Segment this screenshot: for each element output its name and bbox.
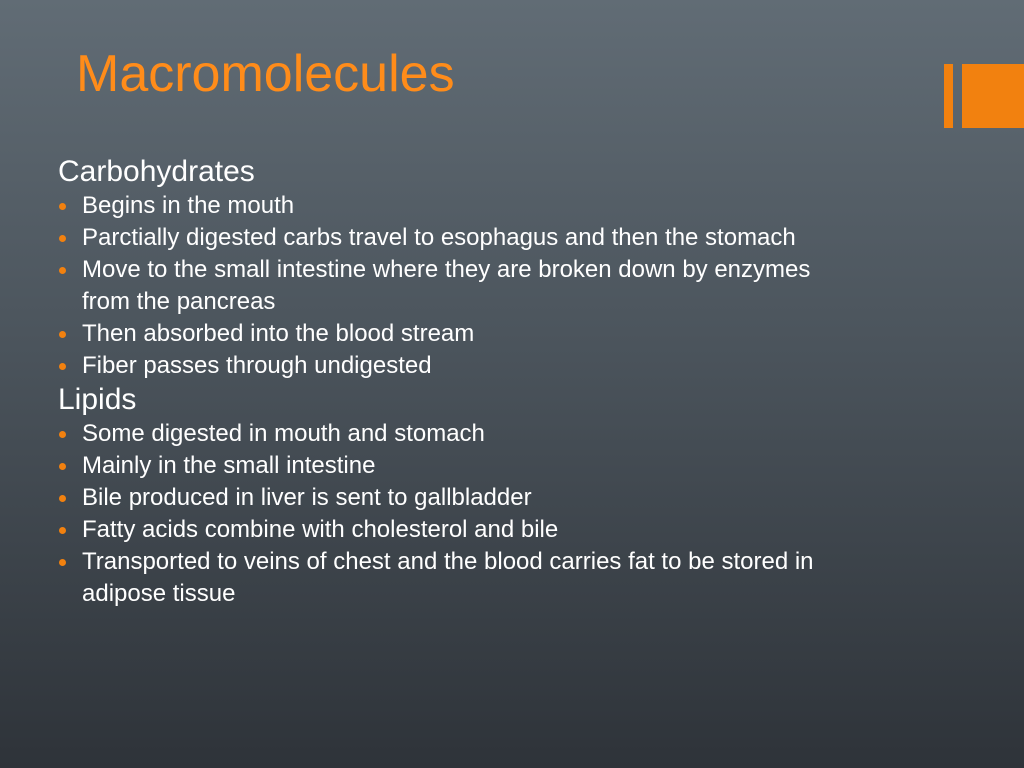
bullet-text: Bile produced in liver is sent to gallbladder [82, 484, 532, 511]
bullet-text: Fiber passes through undigested [82, 352, 432, 379]
bullet-dot-icon [59, 363, 66, 370]
accent-bar-thin [944, 64, 953, 128]
bullet-item [58, 418, 858, 450]
bullet-dot-icon [59, 527, 66, 534]
bullet-dot-icon [59, 431, 66, 438]
bullet-list [58, 190, 858, 382]
bullet-text: Some digested in mouth and stomach [82, 420, 485, 447]
bullet-item [58, 546, 858, 610]
bullet-dot-icon [59, 559, 66, 566]
bullet-text: Mainly in the small intestine [82, 452, 376, 479]
slide-title: Macromolecules [76, 45, 455, 103]
bullet-text: Move to the small intestine where they are broken down by enzymes from the pancreas [82, 256, 811, 315]
bullet-dot-icon [59, 495, 66, 502]
bullet-item [58, 450, 858, 482]
section-heading: Lipids [58, 383, 137, 416]
bullet-item [58, 190, 858, 222]
bullet-dot-icon [59, 267, 66, 274]
bullet-text: Parctially digested carbs travel to esophagus and then the stomach [82, 224, 796, 251]
bullet-item [58, 222, 858, 254]
bullet-text: Fatty acids combine with cholesterol and bile [82, 516, 559, 543]
slide-content [58, 154, 858, 610]
bullet-item [58, 254, 858, 318]
bullet-item [58, 514, 858, 546]
section-lipids [58, 382, 858, 610]
bullet-item [58, 482, 858, 514]
bullet-item [58, 350, 858, 382]
bullet-text: Then absorbed into the blood stream [82, 320, 475, 347]
bullet-list [58, 418, 858, 610]
bullet-dot-icon [59, 235, 66, 242]
section-carbohydrates [58, 154, 858, 382]
bullet-dot-icon [59, 331, 66, 338]
bullet-item [58, 318, 858, 350]
accent-bar-thick [962, 64, 1024, 128]
bullet-dot-icon [59, 463, 66, 470]
section-heading: Carbohydrates [58, 155, 255, 188]
bullet-dot-icon [59, 203, 66, 210]
bullet-text: Begins in the mouth [82, 192, 295, 219]
bullet-text: Transported to veins of chest and the blood carries fat to be stored in adipose tissue [82, 548, 814, 607]
